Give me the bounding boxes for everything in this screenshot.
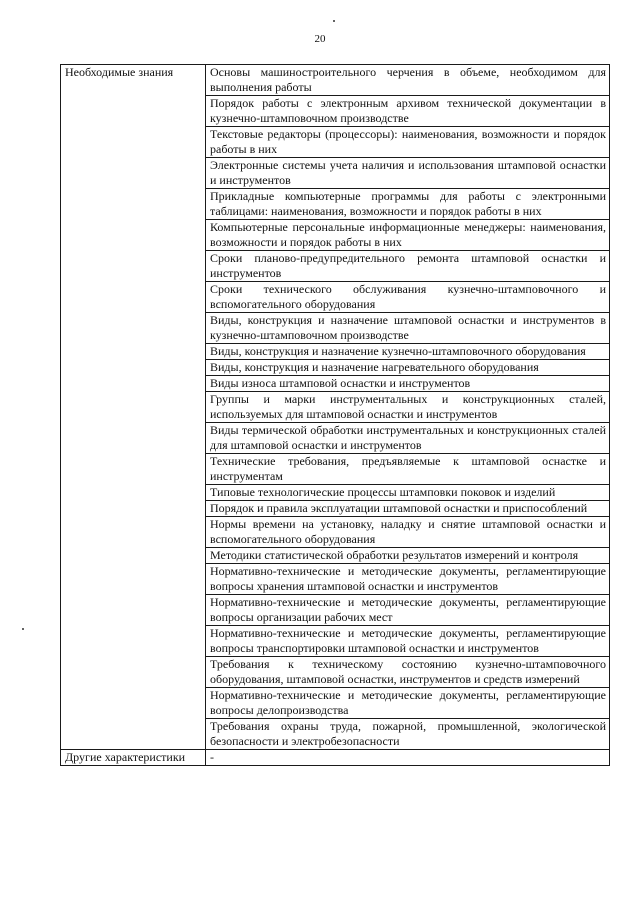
knowledge-item: Группы и марки инструментальных и конструкционных сталей, используемых для штамповой оснастки и инструментов bbox=[206, 392, 610, 423]
knowledge-item: Сроки планово-предупредительного ремонта штамповой оснастки и инструментов bbox=[206, 251, 610, 282]
other-characteristics-value: - bbox=[206, 750, 610, 766]
knowledge-item: Текстовые редакторы (процессоры): наименования, возможности и порядок работы в них bbox=[206, 127, 610, 158]
other-characteristics-label: Другие характеристики bbox=[61, 750, 206, 766]
knowledge-item: Нормативно-технические и методические документы, регламентирующие вопросы хранения штамповой оснастки и инструментов bbox=[206, 564, 610, 595]
knowledge-item: Основы машиностроительного черчения в объеме, необходимом для выполнения работы bbox=[206, 65, 610, 96]
requirements-table bbox=[60, 64, 610, 766]
page-number: 20 bbox=[314, 33, 326, 45]
knowledge-item: Виды термической обработки инструментальных и конструкционных сталей для штамповой оснастки и инструментов bbox=[206, 423, 610, 454]
knowledge-item: Требования к техническому состоянию кузнечно-штамповочного оборудования, штамповой оснастки, инструментов и средств измерений bbox=[206, 657, 610, 688]
knowledge-item: Нормативно-технические и методические документы, регламентирующие вопросы транспортировки штамповой оснастки и инструментов bbox=[206, 626, 610, 657]
knowledge-item: Нормативно-технические и методические документы, регламентирующие вопросы организации рабочих мест bbox=[206, 595, 610, 626]
knowledge-item: Типовые технологические процессы штамповки поковок и изделий bbox=[206, 485, 610, 501]
knowledge-item: Нормативно-технические и методические документы, регламентирующие вопросы делопроизводства bbox=[206, 688, 610, 719]
scan-speck bbox=[22, 628, 24, 630]
knowledge-item: Требования охраны труда, пожарной, промышленной, экологической безопасности и электробезопасности bbox=[206, 719, 610, 750]
knowledge-item: Виды, конструкция и назначение нагревательного оборудования bbox=[206, 360, 610, 376]
knowledge-item: Виды, конструкция и назначение штамповой оснастки и инструментов в кузнечно-штамповочном производстве bbox=[206, 313, 610, 344]
knowledge-item: Компьютерные персональные информационные менеджеры: наименования, возможности и порядок работы в них bbox=[206, 220, 610, 251]
requirements-table-body bbox=[61, 65, 610, 766]
knowledge-label: Необходимые знания bbox=[61, 65, 206, 750]
table-row bbox=[61, 750, 610, 766]
knowledge-item: Сроки технического обслуживания кузнечно-штамповочного и вспомогательного оборудования bbox=[206, 282, 610, 313]
table-row bbox=[61, 65, 610, 96]
knowledge-item: Методики статистической обработки результатов измерений и контроля bbox=[206, 548, 610, 564]
knowledge-item: Нормы времени на установку, наладку и снятие штамповой оснастки и вспомогательного оборудования bbox=[206, 517, 610, 548]
knowledge-item: Прикладные компьютерные программы для работы с электронными таблицами: наименования, возможности и порядок работы в них bbox=[206, 189, 610, 220]
knowledge-item: Виды, конструкция и назначение кузнечно-штамповочного оборудования bbox=[206, 344, 610, 360]
knowledge-item: Порядок и правила эксплуатации штамповой оснастки и приспособлений bbox=[206, 501, 610, 517]
knowledge-item: Порядок работы с электронным архивом технической документации в кузнечно-штамповочном производстве bbox=[206, 96, 610, 127]
knowledge-item: Технические требования, предъявляемые к штамповой оснастке и инструментам bbox=[206, 454, 610, 485]
knowledge-item: Виды износа штамповой оснастки и инструментов bbox=[206, 376, 610, 392]
scan-speck bbox=[333, 20, 335, 22]
knowledge-item: Электронные системы учета наличия и использования штамповой оснастки и инструментов bbox=[206, 158, 610, 189]
